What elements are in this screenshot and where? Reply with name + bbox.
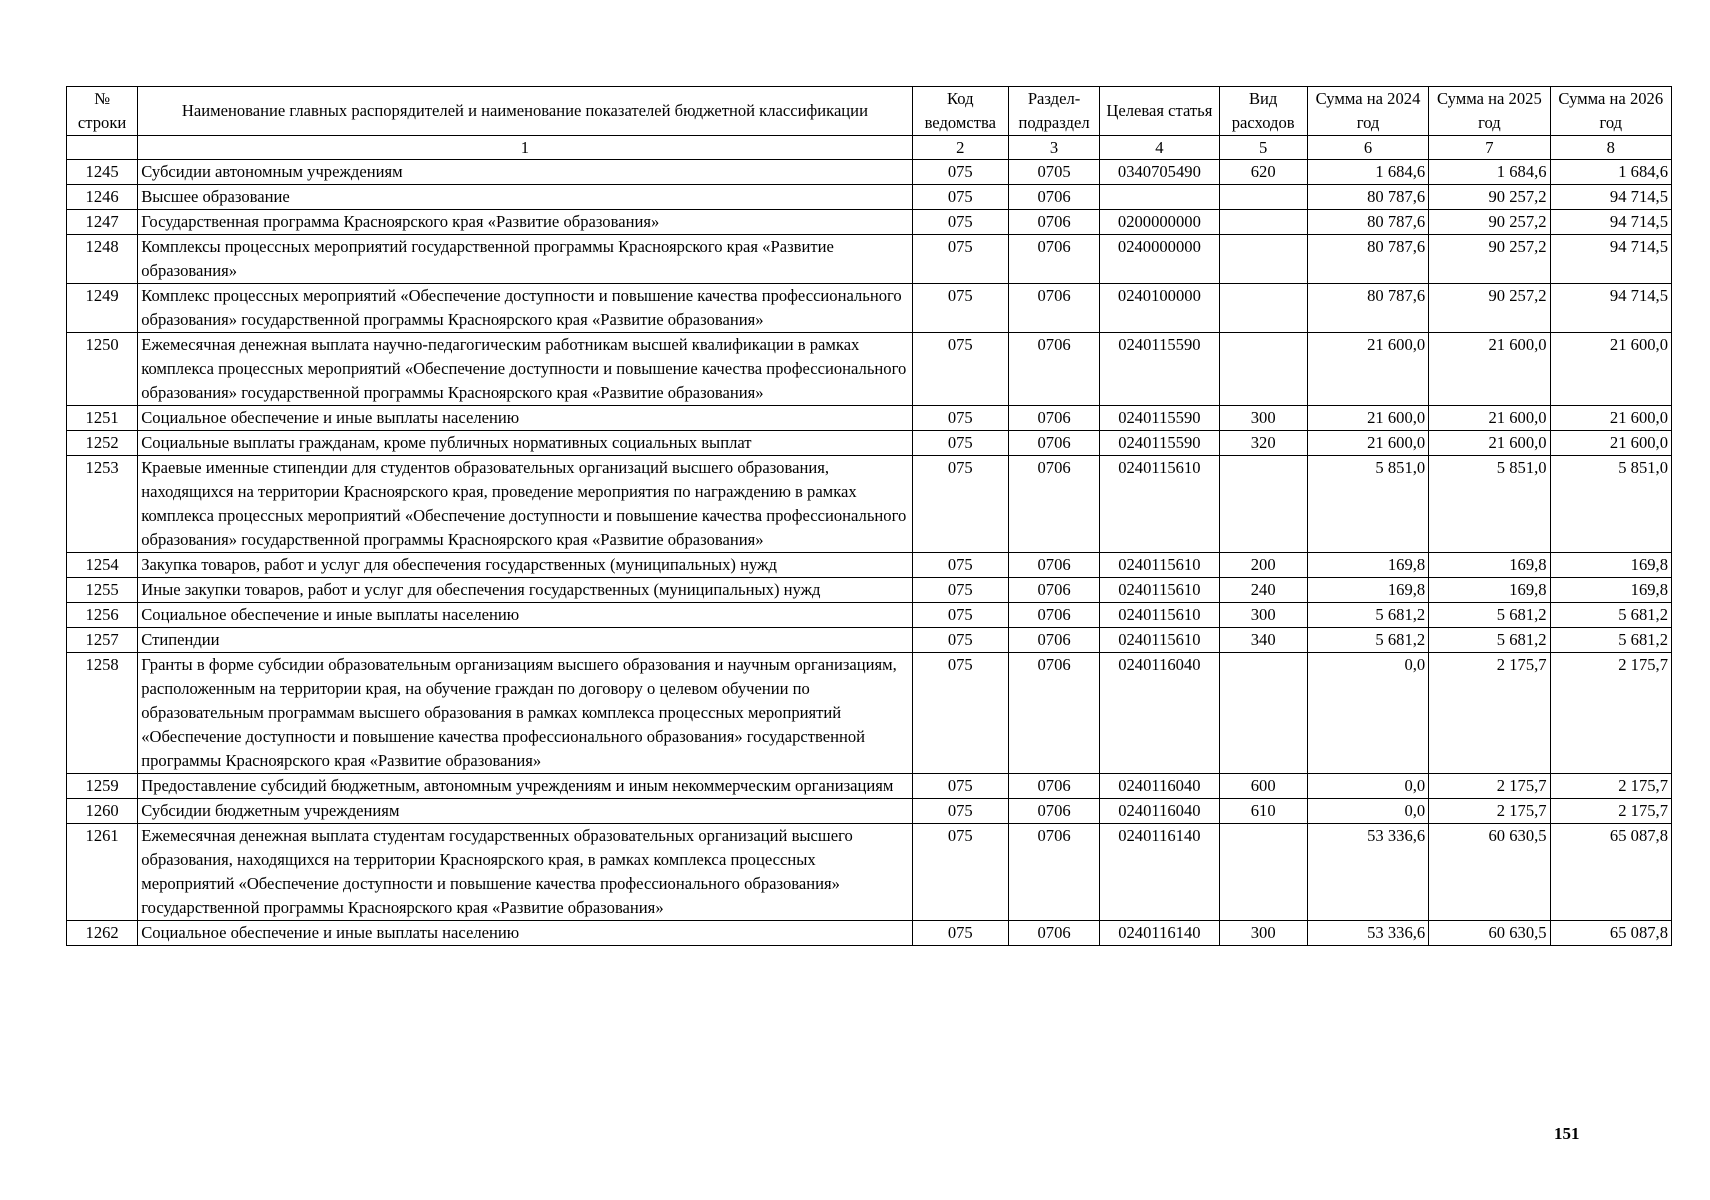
row-number: 1250 xyxy=(67,333,138,406)
sum-2025: 2 175,7 xyxy=(1429,653,1550,774)
sum-2025: 60 630,5 xyxy=(1429,824,1550,921)
target-article: 0240100000 xyxy=(1100,284,1219,333)
dept-code: 075 xyxy=(912,921,1008,946)
dept-code: 075 xyxy=(912,603,1008,628)
expense-type: 300 xyxy=(1219,603,1307,628)
target-article: 0240115610 xyxy=(1100,578,1219,603)
row-name: Социальное обеспечение и иные выплаты населению xyxy=(138,603,912,628)
expense-type: 240 xyxy=(1219,578,1307,603)
sum-2025: 5 851,0 xyxy=(1429,456,1550,553)
table-row xyxy=(67,774,1672,799)
row-name: Ежемесячная денежная выплата студентам государственных образовательных организаций высшего образования, находящихся на территории Красноярского края, в рамках комплекса процессных мероприятий «Обеспечение доступности и повышение качества профессионального образования» государственной программы Красноярского края «Развитие образования» xyxy=(138,824,912,921)
dept-code: 075 xyxy=(912,824,1008,921)
sum-2026: 1 684,6 xyxy=(1550,160,1671,185)
header-expense-type: Вид расходов xyxy=(1219,87,1307,136)
column-index: 1 xyxy=(138,136,912,160)
row-number: 1262 xyxy=(67,921,138,946)
section-code: 0705 xyxy=(1008,160,1099,185)
page-number: 151 xyxy=(1554,1124,1580,1143)
sum-2026: 65 087,8 xyxy=(1550,824,1671,921)
row-name: Стипендии xyxy=(138,628,912,653)
sum-2025: 90 257,2 xyxy=(1429,235,1550,284)
sum-2025: 2 175,7 xyxy=(1429,799,1550,824)
target-article: 0340705490 xyxy=(1100,160,1219,185)
sum-2025: 1 684,6 xyxy=(1429,160,1550,185)
target-article: 0240116140 xyxy=(1100,824,1219,921)
row-name: Высшее образование xyxy=(138,185,912,210)
row-number: 1253 xyxy=(67,456,138,553)
sum-2026: 21 600,0 xyxy=(1550,431,1671,456)
column-index-row xyxy=(67,136,1672,160)
target-article: 0240115610 xyxy=(1100,603,1219,628)
row-number: 1245 xyxy=(67,160,138,185)
target-article: 0240115610 xyxy=(1100,628,1219,653)
sum-2025: 5 681,2 xyxy=(1429,603,1550,628)
header-sum-2026: Сумма на 2026 год xyxy=(1550,87,1671,136)
dept-code: 075 xyxy=(912,653,1008,774)
sum-2024: 80 787,6 xyxy=(1307,185,1428,210)
sum-2024: 21 600,0 xyxy=(1307,431,1428,456)
column-index: 3 xyxy=(1008,136,1099,160)
sum-2026: 5 851,0 xyxy=(1550,456,1671,553)
sum-2024: 80 787,6 xyxy=(1307,210,1428,235)
row-name: Иные закупки товаров, работ и услуг для обеспечения государственных (муниципальных) нужд xyxy=(138,578,912,603)
section-code: 0706 xyxy=(1008,210,1099,235)
section-code: 0706 xyxy=(1008,235,1099,284)
row-name: Гранты в форме субсидии образовательным организациям высшего образования и научным организациям, расположенным на территории края, на обучение граждан по договору о целевом обучении по образовательным программам высшего образования в рамках комплекса процессных мероприятий «Обеспечение доступности и повышение качества профессионального образования» государственной программы Красноярского края «Развитие образования» xyxy=(138,653,912,774)
table-row xyxy=(67,333,1672,406)
sum-2026: 21 600,0 xyxy=(1550,406,1671,431)
row-number: 1251 xyxy=(67,406,138,431)
table-row xyxy=(67,284,1672,333)
sum-2024: 5 681,2 xyxy=(1307,603,1428,628)
column-index: 7 xyxy=(1429,136,1550,160)
row-name: Комплекс процессных мероприятий «Обеспечение доступности и повышение качества профессионального образования» государственной программы Красноярского края «Развитие образования» xyxy=(138,284,912,333)
expense-type: 620 xyxy=(1219,160,1307,185)
header-target-article: Целевая статья xyxy=(1100,87,1219,136)
sum-2025: 169,8 xyxy=(1429,553,1550,578)
expense-type xyxy=(1219,185,1307,210)
dept-code: 075 xyxy=(912,578,1008,603)
sum-2024: 5 851,0 xyxy=(1307,456,1428,553)
dept-code: 075 xyxy=(912,431,1008,456)
sum-2024: 0,0 xyxy=(1307,653,1428,774)
target-article: 0240116040 xyxy=(1100,653,1219,774)
sum-2024: 5 681,2 xyxy=(1307,628,1428,653)
expense-type: 320 xyxy=(1219,431,1307,456)
header-row-number: № строки xyxy=(67,87,138,136)
sum-2025: 21 600,0 xyxy=(1429,333,1550,406)
row-number: 1246 xyxy=(67,185,138,210)
table-row xyxy=(67,185,1672,210)
row-number: 1252 xyxy=(67,431,138,456)
row-name: Ежемесячная денежная выплата научно-педагогическим работникам высшей квалификации в рамках комплекса процессных мероприятий «Обеспечение доступности и повышение качества профессионального образования» государственной программы Красноярского края «Развитие образования» xyxy=(138,333,912,406)
row-name: Субсидии автономным учреждениям xyxy=(138,160,912,185)
row-name: Краевые именные стипендии для студентов образовательных организаций высшего образования, находящихся на территории Красноярского края, проведение мероприятия по награждению в рамках комплекса процессных мероприятий «Обеспечение доступности и повышение качества профессионального образования» государственной программы Красноярского края «Развитие образования» xyxy=(138,456,912,553)
expense-type xyxy=(1219,653,1307,774)
row-number: 1249 xyxy=(67,284,138,333)
target-article xyxy=(1100,185,1219,210)
row-number: 1248 xyxy=(67,235,138,284)
sum-2026: 2 175,7 xyxy=(1550,774,1671,799)
column-index: 6 xyxy=(1307,136,1428,160)
target-article: 0240116140 xyxy=(1100,921,1219,946)
column-index: 4 xyxy=(1100,136,1219,160)
expense-type: 300 xyxy=(1219,406,1307,431)
sum-2026: 2 175,7 xyxy=(1550,799,1671,824)
row-name: Субсидии бюджетным учреждениям xyxy=(138,799,912,824)
expense-type: 300 xyxy=(1219,921,1307,946)
sum-2025: 90 257,2 xyxy=(1429,284,1550,333)
section-code: 0706 xyxy=(1008,333,1099,406)
expense-type: 340 xyxy=(1219,628,1307,653)
expense-type xyxy=(1219,284,1307,333)
section-code: 0706 xyxy=(1008,628,1099,653)
table-row xyxy=(67,578,1672,603)
sum-2025: 169,8 xyxy=(1429,578,1550,603)
sum-2024: 53 336,6 xyxy=(1307,824,1428,921)
sum-2025: 21 600,0 xyxy=(1429,431,1550,456)
dept-code: 075 xyxy=(912,553,1008,578)
target-article: 0240116040 xyxy=(1100,774,1219,799)
sum-2026: 2 175,7 xyxy=(1550,653,1671,774)
header-name: Наименование главных распорядителей и наименование показателей бюджетной классификации xyxy=(138,87,912,136)
row-name: Социальное обеспечение и иные выплаты населению xyxy=(138,921,912,946)
target-article: 0240116040 xyxy=(1100,799,1219,824)
row-number: 1260 xyxy=(67,799,138,824)
sum-2025: 5 681,2 xyxy=(1429,628,1550,653)
sum-2024: 80 787,6 xyxy=(1307,284,1428,333)
row-number: 1247 xyxy=(67,210,138,235)
target-article: 0240000000 xyxy=(1100,235,1219,284)
table-row xyxy=(67,406,1672,431)
dept-code: 075 xyxy=(912,774,1008,799)
row-number: 1258 xyxy=(67,653,138,774)
target-article: 0240115610 xyxy=(1100,553,1219,578)
dept-code: 075 xyxy=(912,235,1008,284)
section-code: 0706 xyxy=(1008,185,1099,210)
sum-2025: 60 630,5 xyxy=(1429,921,1550,946)
dept-code: 075 xyxy=(912,799,1008,824)
section-code: 0706 xyxy=(1008,431,1099,456)
dept-code: 075 xyxy=(912,160,1008,185)
table-row xyxy=(67,210,1672,235)
header-section: Раздел-подраздел xyxy=(1008,87,1099,136)
target-article: 0240115610 xyxy=(1100,456,1219,553)
sum-2025: 2 175,7 xyxy=(1429,774,1550,799)
sum-2024: 21 600,0 xyxy=(1307,406,1428,431)
expense-type xyxy=(1219,235,1307,284)
section-code: 0706 xyxy=(1008,553,1099,578)
row-name: Государственная программа Красноярского края «Развитие образования» xyxy=(138,210,912,235)
row-name: Предоставление субсидий бюджетным, автономным учреждениям и иным некоммерческим организациям xyxy=(138,774,912,799)
expense-type: 610 xyxy=(1219,799,1307,824)
sum-2026: 65 087,8 xyxy=(1550,921,1671,946)
target-article: 0200000000 xyxy=(1100,210,1219,235)
target-article: 0240115590 xyxy=(1100,431,1219,456)
header-sum-2024: Сумма на 2024 год xyxy=(1307,87,1428,136)
sum-2025: 21 600,0 xyxy=(1429,406,1550,431)
header-sum-2025: Сумма на 2025 год xyxy=(1429,87,1550,136)
dept-code: 075 xyxy=(912,210,1008,235)
dept-code: 075 xyxy=(912,456,1008,553)
section-code: 0706 xyxy=(1008,284,1099,333)
dept-code: 075 xyxy=(912,185,1008,210)
table-row xyxy=(67,921,1672,946)
sum-2026: 5 681,2 xyxy=(1550,628,1671,653)
expense-type: 200 xyxy=(1219,553,1307,578)
table-row xyxy=(67,431,1672,456)
expense-type: 600 xyxy=(1219,774,1307,799)
row-name: Комплексы процессных мероприятий государственной программы Красноярского края «Развитие образования» xyxy=(138,235,912,284)
target-article: 0240115590 xyxy=(1100,333,1219,406)
row-number: 1257 xyxy=(67,628,138,653)
dept-code: 075 xyxy=(912,333,1008,406)
table-row xyxy=(67,235,1672,284)
dept-code: 075 xyxy=(912,284,1008,333)
table-header-row xyxy=(67,87,1672,136)
column-index: 8 xyxy=(1550,136,1671,160)
sum-2024: 1 684,6 xyxy=(1307,160,1428,185)
dept-code: 075 xyxy=(912,628,1008,653)
row-number: 1256 xyxy=(67,603,138,628)
table-row xyxy=(67,553,1672,578)
section-code: 0706 xyxy=(1008,824,1099,921)
row-name: Закупка товаров, работ и услуг для обеспечения государственных (муниципальных) нужд xyxy=(138,553,912,578)
sum-2026: 94 714,5 xyxy=(1550,185,1671,210)
budget-table xyxy=(66,86,1672,946)
sum-2026: 94 714,5 xyxy=(1550,235,1671,284)
sum-2024: 53 336,6 xyxy=(1307,921,1428,946)
sum-2025: 90 257,2 xyxy=(1429,185,1550,210)
table-row xyxy=(67,628,1672,653)
section-code: 0706 xyxy=(1008,603,1099,628)
sum-2024: 21 600,0 xyxy=(1307,333,1428,406)
target-article: 0240115590 xyxy=(1100,406,1219,431)
table-row xyxy=(67,603,1672,628)
section-code: 0706 xyxy=(1008,774,1099,799)
column-index xyxy=(67,136,138,160)
sum-2026: 94 714,5 xyxy=(1550,284,1671,333)
row-number: 1259 xyxy=(67,774,138,799)
row-number: 1261 xyxy=(67,824,138,921)
section-code: 0706 xyxy=(1008,406,1099,431)
expense-type xyxy=(1219,456,1307,553)
sum-2024: 169,8 xyxy=(1307,553,1428,578)
row-number: 1255 xyxy=(67,578,138,603)
table-row xyxy=(67,653,1672,774)
sum-2026: 169,8 xyxy=(1550,553,1671,578)
table-body xyxy=(67,160,1672,946)
expense-type xyxy=(1219,210,1307,235)
section-code: 0706 xyxy=(1008,799,1099,824)
header-dept-code: Код ведомства xyxy=(912,87,1008,136)
expense-type xyxy=(1219,824,1307,921)
row-number: 1254 xyxy=(67,553,138,578)
section-code: 0706 xyxy=(1008,921,1099,946)
section-code: 0706 xyxy=(1008,578,1099,603)
row-name: Социальные выплаты гражданам, кроме публичных нормативных социальных выплат xyxy=(138,431,912,456)
table-row xyxy=(67,799,1672,824)
column-index: 2 xyxy=(912,136,1008,160)
dept-code: 075 xyxy=(912,406,1008,431)
sum-2026: 94 714,5 xyxy=(1550,210,1671,235)
table-row xyxy=(67,824,1672,921)
sum-2025: 90 257,2 xyxy=(1429,210,1550,235)
sum-2024: 80 787,6 xyxy=(1307,235,1428,284)
expense-type xyxy=(1219,333,1307,406)
sum-2024: 0,0 xyxy=(1307,774,1428,799)
sum-2024: 0,0 xyxy=(1307,799,1428,824)
sum-2026: 21 600,0 xyxy=(1550,333,1671,406)
section-code: 0706 xyxy=(1008,456,1099,553)
sum-2026: 5 681,2 xyxy=(1550,603,1671,628)
table-row xyxy=(67,160,1672,185)
sum-2026: 169,8 xyxy=(1550,578,1671,603)
table-row xyxy=(67,456,1672,553)
row-name: Социальное обеспечение и иные выплаты населению xyxy=(138,406,912,431)
column-index: 5 xyxy=(1219,136,1307,160)
sum-2024: 169,8 xyxy=(1307,578,1428,603)
section-code: 0706 xyxy=(1008,653,1099,774)
